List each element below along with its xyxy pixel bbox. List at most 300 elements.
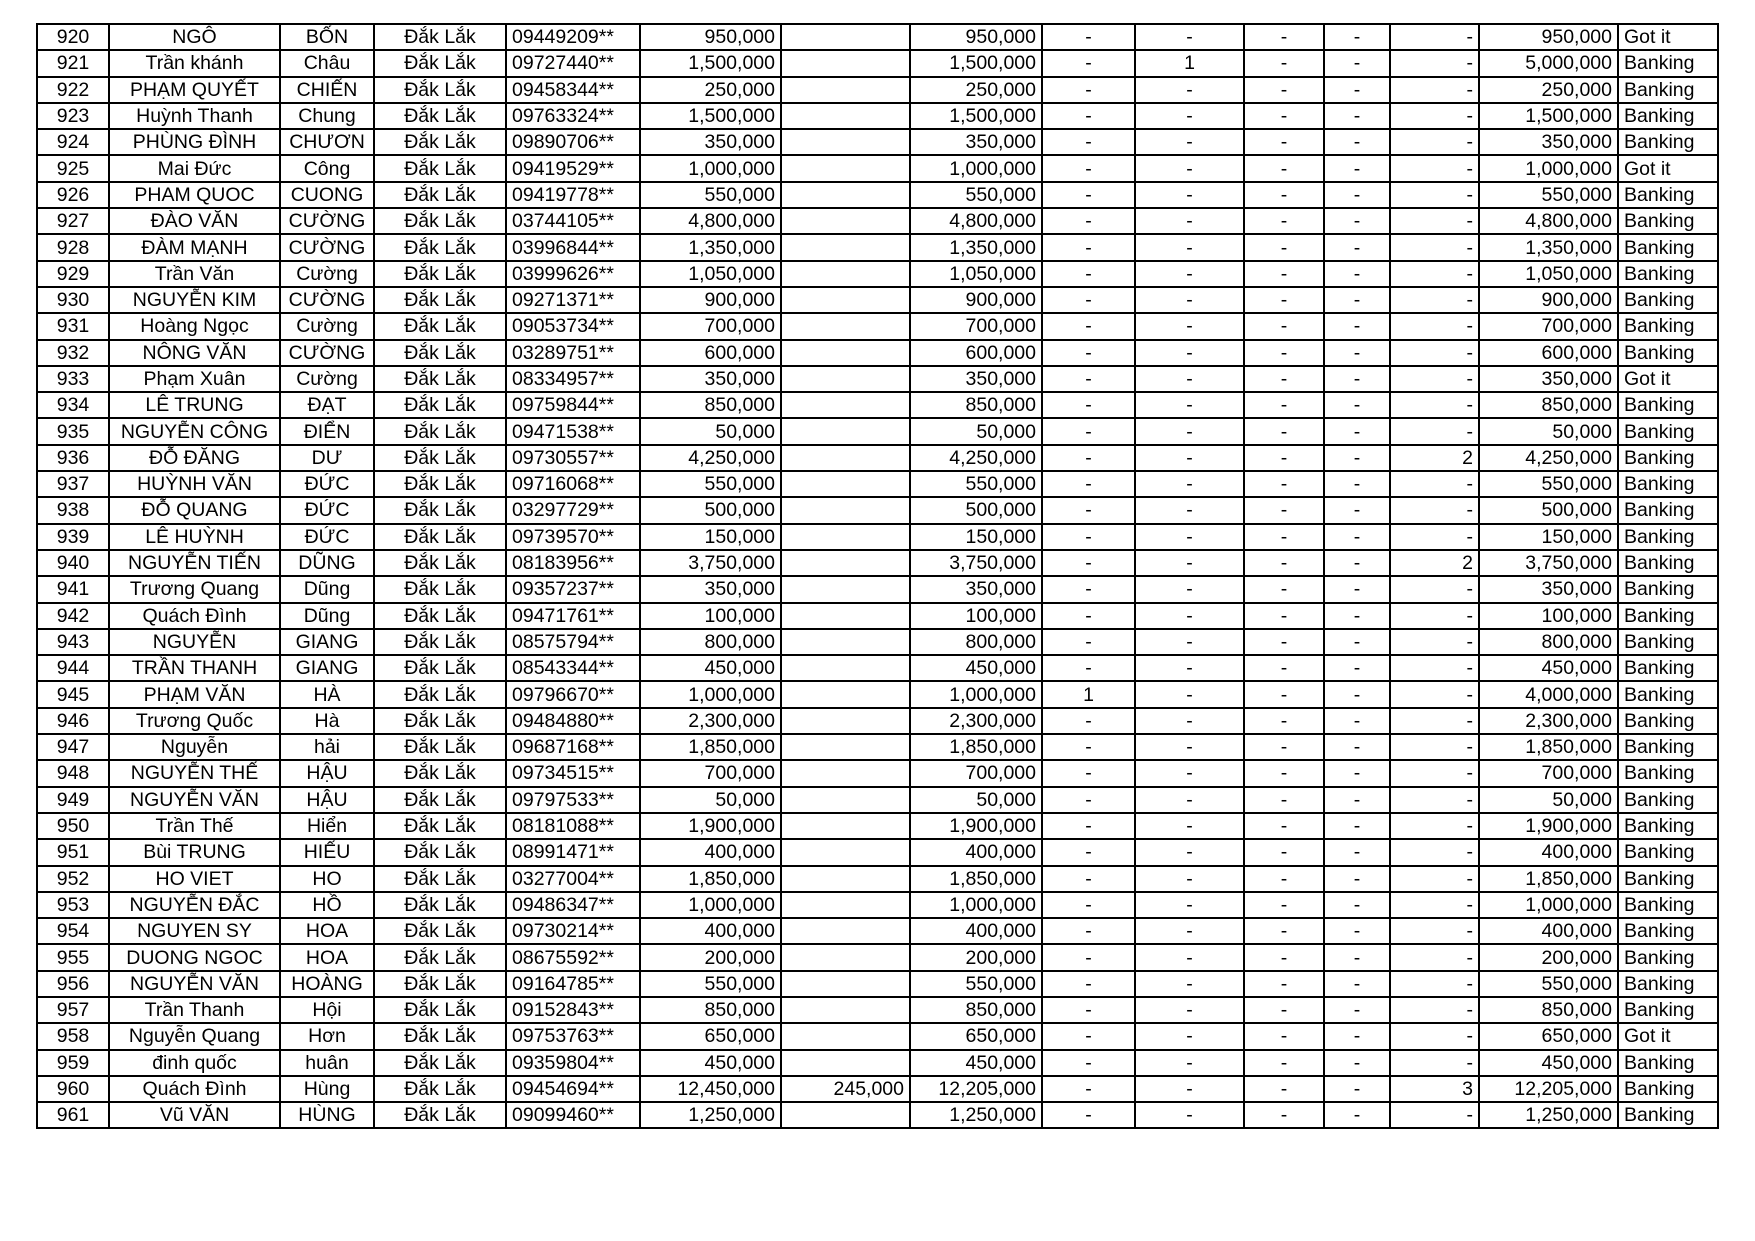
cell-stt: 944	[37, 655, 109, 681]
cell-total: 1,050,000	[1479, 261, 1618, 287]
cell-first_name: HẬU	[280, 787, 374, 813]
cell-c9: -	[1042, 734, 1135, 760]
cell-province: Đắk Lắk	[374, 524, 506, 550]
cell-amount: 1,850,000	[640, 734, 781, 760]
cell-c9: -	[1042, 497, 1135, 523]
cell-deduction	[781, 1102, 910, 1128]
cell-phone: 09486347**	[506, 892, 640, 918]
table-row	[37, 497, 1718, 523]
cell-net: 1,850,000	[910, 734, 1042, 760]
cell-c10: -	[1135, 944, 1244, 970]
cell-c12: -	[1324, 524, 1390, 550]
cell-phone: 09357237**	[506, 576, 640, 602]
cell-first_name: Công	[280, 155, 374, 181]
table-row	[37, 77, 1718, 103]
cell-c9: -	[1042, 550, 1135, 576]
cell-deduction	[781, 208, 910, 234]
cell-status: Banking	[1618, 103, 1718, 129]
cell-deduction	[781, 944, 910, 970]
cell-c9: -	[1042, 866, 1135, 892]
cell-total: 850,000	[1479, 392, 1618, 418]
cell-deduction	[781, 313, 910, 339]
cell-c11: -	[1244, 313, 1324, 339]
cell-c9: -	[1042, 1076, 1135, 1102]
cell-province: Đắk Lắk	[374, 1023, 506, 1049]
cell-last_name: ĐÀM MẠNH	[109, 234, 280, 260]
cell-phone: 09687168**	[506, 734, 640, 760]
cell-first_name: CƯỜNG	[280, 208, 374, 234]
cell-status: Banking	[1618, 918, 1718, 944]
cell-first_name: HÀ	[280, 681, 374, 707]
cell-amount: 450,000	[640, 655, 781, 681]
cell-c11: -	[1244, 550, 1324, 576]
cell-first_name: CUONG	[280, 182, 374, 208]
cell-status: Banking	[1618, 813, 1718, 839]
cell-c11: -	[1244, 471, 1324, 497]
cell-last_name: NGUYỄN CÔNG	[109, 418, 280, 444]
cell-c12: -	[1324, 1023, 1390, 1049]
cell-phone: 09484880**	[506, 708, 640, 734]
cell-last_name: PHẠM VĂN	[109, 681, 280, 707]
cell-c10: -	[1135, 77, 1244, 103]
cell-last_name: NÔNG VĂN	[109, 340, 280, 366]
cell-deduction	[781, 497, 910, 523]
cell-c13: -	[1390, 497, 1479, 523]
cell-amount: 1,500,000	[640, 103, 781, 129]
cell-phone: 09419529**	[506, 155, 640, 181]
cell-total: 5,000,000	[1479, 50, 1618, 76]
cell-province: Đắk Lắk	[374, 971, 506, 997]
cell-phone: 09890706**	[506, 129, 640, 155]
cell-c13: -	[1390, 839, 1479, 865]
cell-stt: 948	[37, 760, 109, 786]
cell-status: Banking	[1618, 971, 1718, 997]
cell-status: Banking	[1618, 1050, 1718, 1076]
cell-last_name: Huỳnh Thanh	[109, 103, 280, 129]
cell-c10: 1	[1135, 50, 1244, 76]
cell-total: 100,000	[1479, 603, 1618, 629]
cell-c13: -	[1390, 208, 1479, 234]
cell-deduction	[781, 603, 910, 629]
cell-phone: 09271371**	[506, 287, 640, 313]
cell-last_name: LÊ HUỲNH	[109, 524, 280, 550]
cell-phone: 09471761**	[506, 603, 640, 629]
cell-amount: 450,000	[640, 1050, 781, 1076]
cell-net: 600,000	[910, 340, 1042, 366]
cell-c13: 2	[1390, 445, 1479, 471]
cell-last_name: NGÔ	[109, 24, 280, 50]
cell-c10: -	[1135, 208, 1244, 234]
cell-deduction	[781, 287, 910, 313]
cell-total: 1,500,000	[1479, 103, 1618, 129]
cell-province: Đắk Lắk	[374, 392, 506, 418]
cell-phone: 03289751**	[506, 340, 640, 366]
cell-net: 950,000	[910, 24, 1042, 50]
cell-amount: 350,000	[640, 576, 781, 602]
cell-last_name: Trương Quốc	[109, 708, 280, 734]
cell-status: Banking	[1618, 182, 1718, 208]
cell-amount: 1,000,000	[640, 155, 781, 181]
cell-c10: -	[1135, 234, 1244, 260]
cell-total: 550,000	[1479, 471, 1618, 497]
cell-stt: 929	[37, 261, 109, 287]
cell-province: Đắk Lắk	[374, 287, 506, 313]
cell-amount: 400,000	[640, 918, 781, 944]
cell-amount: 550,000	[640, 971, 781, 997]
cell-c13: -	[1390, 787, 1479, 813]
cell-first_name: HOA	[280, 918, 374, 944]
cell-status: Banking	[1618, 340, 1718, 366]
cell-province: Đắk Lắk	[374, 50, 506, 76]
cell-net: 450,000	[910, 655, 1042, 681]
cell-amount: 4,250,000	[640, 445, 781, 471]
cell-c12: -	[1324, 261, 1390, 287]
cell-phone: 09759844**	[506, 392, 640, 418]
cell-total: 400,000	[1479, 839, 1618, 865]
cell-c11: -	[1244, 234, 1324, 260]
cell-c12: -	[1324, 971, 1390, 997]
cell-status: Banking	[1618, 418, 1718, 444]
cell-stt: 936	[37, 445, 109, 471]
cell-net: 500,000	[910, 497, 1042, 523]
cell-net: 550,000	[910, 971, 1042, 997]
cell-net: 550,000	[910, 182, 1042, 208]
cell-phone: 08575794**	[506, 629, 640, 655]
cell-c10: -	[1135, 760, 1244, 786]
cell-first_name: hải	[280, 734, 374, 760]
cell-amount: 3,750,000	[640, 550, 781, 576]
cell-c13: -	[1390, 366, 1479, 392]
cell-net: 250,000	[910, 77, 1042, 103]
cell-c10: -	[1135, 261, 1244, 287]
cell-stt: 950	[37, 813, 109, 839]
cell-phone: 09763324**	[506, 103, 640, 129]
cell-net: 700,000	[910, 760, 1042, 786]
cell-first_name: Dũng	[280, 576, 374, 602]
cell-status: Banking	[1618, 1076, 1718, 1102]
cell-c12: -	[1324, 603, 1390, 629]
cell-amount: 1,500,000	[640, 50, 781, 76]
cell-total: 12,205,000	[1479, 1076, 1618, 1102]
cell-c12: -	[1324, 155, 1390, 181]
cell-deduction	[781, 734, 910, 760]
table-row	[37, 550, 1718, 576]
cell-c9: -	[1042, 103, 1135, 129]
cell-total: 1,850,000	[1479, 866, 1618, 892]
table-row	[37, 1023, 1718, 1049]
cell-deduction	[781, 129, 910, 155]
cell-c11: -	[1244, 603, 1324, 629]
cell-amount: 1,050,000	[640, 261, 781, 287]
cell-province: Đắk Lắk	[374, 129, 506, 155]
cell-phone: 09449209**	[506, 24, 640, 50]
cell-province: Đắk Lắk	[374, 445, 506, 471]
cell-c11: -	[1244, 892, 1324, 918]
cell-amount: 900,000	[640, 287, 781, 313]
cell-total: 1,850,000	[1479, 734, 1618, 760]
cell-c10: -	[1135, 287, 1244, 313]
cell-province: Đắk Lắk	[374, 918, 506, 944]
cell-last_name: Trương Quang	[109, 576, 280, 602]
cell-stt: 952	[37, 866, 109, 892]
cell-net: 1,850,000	[910, 866, 1042, 892]
cell-total: 3,750,000	[1479, 550, 1618, 576]
cell-last_name: Trần khánh	[109, 50, 280, 76]
cell-stt: 947	[37, 734, 109, 760]
cell-c9: -	[1042, 655, 1135, 681]
cell-last_name: NGUYEN SY	[109, 918, 280, 944]
cell-net: 850,000	[910, 997, 1042, 1023]
cell-first_name: HOÀNG	[280, 971, 374, 997]
table-body	[37, 24, 1718, 1128]
cell-c10: -	[1135, 445, 1244, 471]
cell-province: Đắk Lắk	[374, 313, 506, 339]
cell-province: Đắk Lắk	[374, 24, 506, 50]
cell-status: Banking	[1618, 734, 1718, 760]
cell-c9: -	[1042, 944, 1135, 970]
cell-net: 150,000	[910, 524, 1042, 550]
cell-c11: -	[1244, 787, 1324, 813]
cell-last_name: NGUYỄN VĂN	[109, 971, 280, 997]
cell-net: 450,000	[910, 1050, 1042, 1076]
cell-stt: 932	[37, 340, 109, 366]
cell-c11: -	[1244, 524, 1324, 550]
cell-status: Banking	[1618, 787, 1718, 813]
cell-c9: -	[1042, 1023, 1135, 1049]
cell-amount: 1,900,000	[640, 813, 781, 839]
cell-phone: 09099460**	[506, 1102, 640, 1128]
table-row	[37, 208, 1718, 234]
cell-c12: -	[1324, 208, 1390, 234]
cell-c10: -	[1135, 418, 1244, 444]
cell-c13: -	[1390, 129, 1479, 155]
cell-c13: -	[1390, 1050, 1479, 1076]
cell-last_name: Bùi TRUNG	[109, 839, 280, 865]
table-row	[37, 576, 1718, 602]
cell-c11: -	[1244, 1050, 1324, 1076]
cell-stt: 961	[37, 1102, 109, 1128]
cell-stt: 951	[37, 839, 109, 865]
cell-c12: -	[1324, 1050, 1390, 1076]
cell-c12: -	[1324, 892, 1390, 918]
cell-amount: 350,000	[640, 366, 781, 392]
cell-deduction	[781, 892, 910, 918]
cell-c11: -	[1244, 50, 1324, 76]
cell-phone: 03996844**	[506, 234, 640, 260]
cell-amount: 850,000	[640, 392, 781, 418]
cell-phone: 09730214**	[506, 918, 640, 944]
cell-phone: 09454694**	[506, 1076, 640, 1102]
cell-net: 1,050,000	[910, 261, 1042, 287]
table-row	[37, 155, 1718, 181]
cell-c11: -	[1244, 497, 1324, 523]
cell-c10: -	[1135, 708, 1244, 734]
table-row	[37, 445, 1718, 471]
cell-c10: -	[1135, 340, 1244, 366]
cell-first_name: Hùng	[280, 1076, 374, 1102]
cell-total: 500,000	[1479, 497, 1618, 523]
table-row	[37, 655, 1718, 681]
cell-phone: 03744105**	[506, 208, 640, 234]
cell-phone: 09152843**	[506, 997, 640, 1023]
cell-c12: -	[1324, 340, 1390, 366]
cell-c9: -	[1042, 603, 1135, 629]
cell-deduction	[781, 524, 910, 550]
cell-c9: -	[1042, 813, 1135, 839]
cell-amount: 700,000	[640, 313, 781, 339]
cell-first_name: Hiển	[280, 813, 374, 839]
table-row	[37, 734, 1718, 760]
cell-status: Banking	[1618, 234, 1718, 260]
cell-first_name: CƯỜNG	[280, 234, 374, 260]
cell-c11: -	[1244, 681, 1324, 707]
table-row	[37, 1050, 1718, 1076]
cell-c11: -	[1244, 629, 1324, 655]
cell-c9: -	[1042, 629, 1135, 655]
cell-total: 850,000	[1479, 997, 1618, 1023]
table-row	[37, 1076, 1718, 1102]
cell-c13: -	[1390, 655, 1479, 681]
cell-deduction	[781, 103, 910, 129]
cell-status: Banking	[1618, 866, 1718, 892]
cell-c9: -	[1042, 708, 1135, 734]
cell-last_name: PHAM QUOC	[109, 182, 280, 208]
cell-stt: 928	[37, 234, 109, 260]
records-table	[36, 23, 1719, 1129]
cell-stt: 954	[37, 918, 109, 944]
cell-first_name: ĐỨC	[280, 497, 374, 523]
cell-province: Đắk Lắk	[374, 155, 506, 181]
cell-c9: -	[1042, 129, 1135, 155]
cell-c9: -	[1042, 839, 1135, 865]
cell-c9: -	[1042, 471, 1135, 497]
cell-c12: -	[1324, 50, 1390, 76]
cell-status: Banking	[1618, 261, 1718, 287]
cell-c10: -	[1135, 24, 1244, 50]
cell-net: 1,500,000	[910, 50, 1042, 76]
table-row	[37, 366, 1718, 392]
cell-total: 550,000	[1479, 971, 1618, 997]
cell-c10: -	[1135, 550, 1244, 576]
cell-c13: -	[1390, 603, 1479, 629]
cell-first_name: Cường	[280, 313, 374, 339]
cell-c13: 3	[1390, 1076, 1479, 1102]
cell-phone: 08181088**	[506, 813, 640, 839]
cell-amount: 1,000,000	[640, 892, 781, 918]
cell-first_name: CHIẾN	[280, 77, 374, 103]
cell-first_name: BỐN	[280, 24, 374, 50]
cell-c10: -	[1135, 576, 1244, 602]
cell-net: 2,300,000	[910, 708, 1042, 734]
cell-last_name: đinh quốc	[109, 1050, 280, 1076]
table-row	[37, 524, 1718, 550]
cell-first_name: HIẾU	[280, 839, 374, 865]
table-row	[37, 813, 1718, 839]
cell-province: Đắk Lắk	[374, 708, 506, 734]
cell-c13: -	[1390, 629, 1479, 655]
cell-phone: 09730557**	[506, 445, 640, 471]
cell-first_name: huân	[280, 1050, 374, 1076]
cell-c10: -	[1135, 155, 1244, 181]
cell-c9: -	[1042, 787, 1135, 813]
cell-province: Đắk Lắk	[374, 734, 506, 760]
cell-amount: 600,000	[640, 340, 781, 366]
cell-last_name: NGUYỄN KIM	[109, 287, 280, 313]
cell-c12: -	[1324, 839, 1390, 865]
cell-first_name: ĐỨC	[280, 524, 374, 550]
cell-stt: 930	[37, 287, 109, 313]
cell-province: Đắk Lắk	[374, 655, 506, 681]
cell-c9: -	[1042, 445, 1135, 471]
cell-last_name: LÊ TRUNG	[109, 392, 280, 418]
cell-deduction	[781, 392, 910, 418]
cell-total: 1,000,000	[1479, 892, 1618, 918]
cell-deduction	[781, 77, 910, 103]
cell-total: 600,000	[1479, 340, 1618, 366]
cell-c11: -	[1244, 392, 1324, 418]
cell-phone: 09471538**	[506, 418, 640, 444]
cell-stt: 949	[37, 787, 109, 813]
cell-last_name: Nguyễn	[109, 734, 280, 760]
cell-total: 150,000	[1479, 524, 1618, 550]
cell-stt: 934	[37, 392, 109, 418]
cell-c13: -	[1390, 892, 1479, 918]
cell-province: Đắk Lắk	[374, 497, 506, 523]
cell-total: 4,250,000	[1479, 445, 1618, 471]
cell-status: Banking	[1618, 445, 1718, 471]
cell-deduction	[781, 50, 910, 76]
cell-c9: -	[1042, 261, 1135, 287]
cell-province: Đắk Lắk	[374, 208, 506, 234]
cell-last_name: Hoàng Ngọc	[109, 313, 280, 339]
cell-amount: 800,000	[640, 629, 781, 655]
cell-stt: 953	[37, 892, 109, 918]
cell-c11: -	[1244, 445, 1324, 471]
cell-c11: -	[1244, 839, 1324, 865]
cell-c13: -	[1390, 155, 1479, 181]
cell-c11: -	[1244, 655, 1324, 681]
cell-stt: 937	[37, 471, 109, 497]
cell-stt: 957	[37, 997, 109, 1023]
cell-deduction	[781, 366, 910, 392]
cell-c9: -	[1042, 1102, 1135, 1128]
cell-deduction	[781, 155, 910, 181]
cell-stt: 946	[37, 708, 109, 734]
cell-c12: -	[1324, 944, 1390, 970]
cell-last_name: ĐỖ QUANG	[109, 497, 280, 523]
cell-c10: -	[1135, 734, 1244, 760]
cell-deduction: 245,000	[781, 1076, 910, 1102]
cell-total: 2,300,000	[1479, 708, 1618, 734]
cell-c13: -	[1390, 866, 1479, 892]
cell-deduction	[781, 576, 910, 602]
cell-province: Đắk Lắk	[374, 944, 506, 970]
cell-province: Đắk Lắk	[374, 892, 506, 918]
cell-c9: -	[1042, 24, 1135, 50]
cell-province: Đắk Lắk	[374, 182, 506, 208]
cell-phone: 03277004**	[506, 866, 640, 892]
cell-c10: -	[1135, 681, 1244, 707]
cell-c11: -	[1244, 155, 1324, 181]
cell-phone: 09419778**	[506, 182, 640, 208]
cell-c10: -	[1135, 129, 1244, 155]
cell-province: Đắk Lắk	[374, 997, 506, 1023]
table-row	[37, 182, 1718, 208]
cell-total: 700,000	[1479, 313, 1618, 339]
cell-c9: -	[1042, 576, 1135, 602]
table-row	[37, 787, 1718, 813]
cell-c9: -	[1042, 340, 1135, 366]
